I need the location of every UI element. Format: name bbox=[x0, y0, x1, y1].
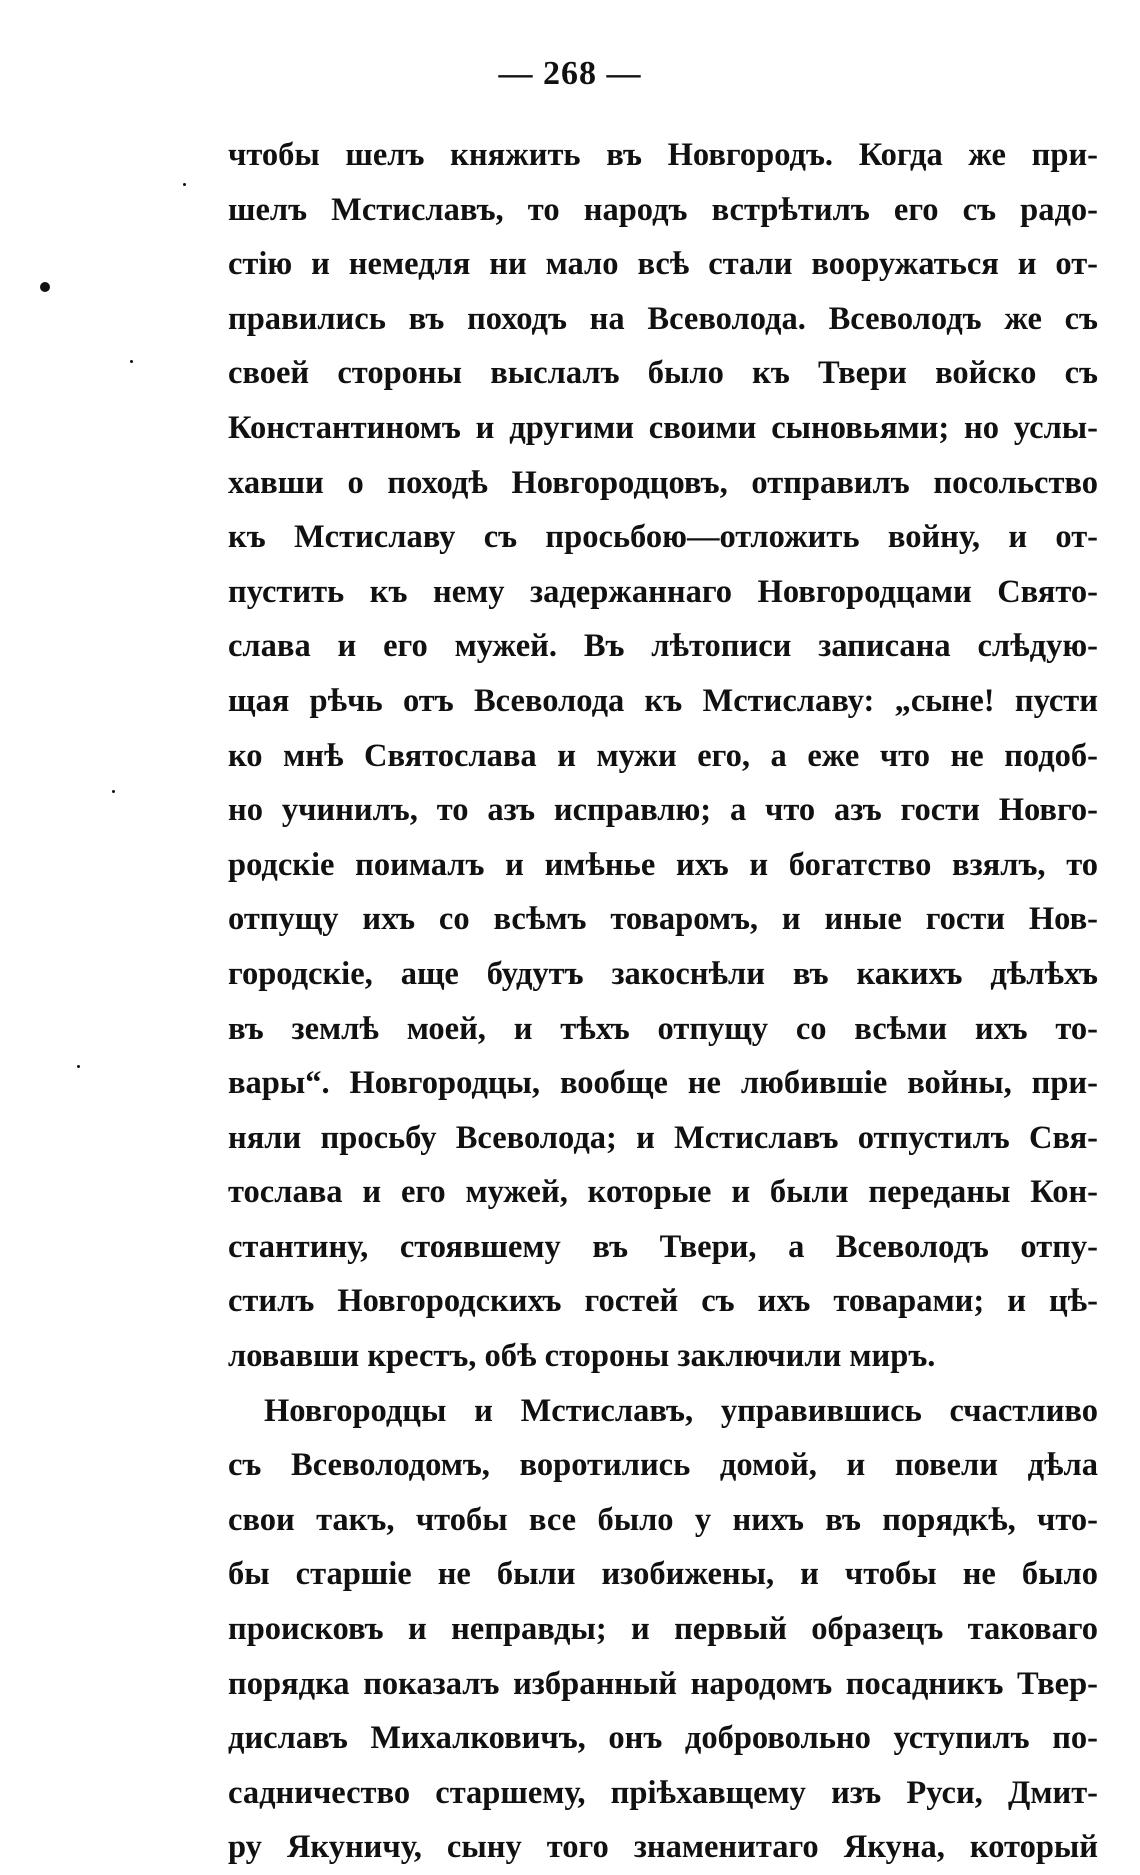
text-line: ловавши крестъ, обѣ стороны заключили миръ. bbox=[228, 1338, 936, 1375]
text-line: правились въ походъ на Всеволода. Всеволодъ же съ bbox=[228, 300, 1098, 337]
body-text bbox=[228, 128, 1098, 1875]
scan-speck bbox=[112, 790, 115, 793]
text-line: вары“. Новгородцы, вообще не любившіе войны, при- bbox=[228, 1065, 1098, 1102]
text-line: стилъ Новгородскихъ гостей съ ихъ товарами; и цѣ- bbox=[228, 1283, 1098, 1320]
text-line: отпущу ихъ со всѣмъ товаромъ, и иные гости Нов- bbox=[228, 901, 1098, 938]
scan-speck-dot bbox=[40, 282, 50, 292]
text-line: садничество старшему, пріѣхавщему изъ Руси, Дмит- bbox=[228, 1774, 1098, 1811]
text-line: бы старшіе не были изобижены, и чтобы не было bbox=[228, 1556, 1098, 1593]
scan-speck bbox=[130, 360, 133, 363]
text-line: тослава и его мужей, которые и были переданы Кон- bbox=[228, 1174, 1098, 1211]
text-line: чтобы шелъ княжить въ Новгородъ. Когда же при- bbox=[228, 137, 1098, 173]
text-line: въ землѣ моей, и тѣхъ отпущу со всѣми ихъ то- bbox=[228, 1010, 1098, 1047]
text-line: диславъ Михалковичъ, онъ добровольно уступилъ по- bbox=[228, 1720, 1098, 1757]
paragraph-1 bbox=[228, 128, 1098, 1384]
text-line: няли просьбу Всеволода; и Мстиславъ отпустилъ Свя- bbox=[228, 1119, 1098, 1156]
text-line: родскіе поималъ и имѣнье ихъ и богатство взялъ, то bbox=[228, 846, 1098, 883]
text-line: своей стороны выслалъ было къ Твери войско съ bbox=[228, 355, 1098, 392]
text-line: шелъ Мстиславъ, то народъ встрѣтилъ его съ радо- bbox=[228, 191, 1098, 228]
text-line: происковъ и неправды; и первый образецъ таковаго bbox=[228, 1611, 1098, 1648]
scan-speck bbox=[77, 1065, 80, 1068]
text-line: хавши о походѣ Новгородцовъ, отправилъ посольство bbox=[228, 464, 1098, 501]
text-line: къ Мстиславу съ просьбою—отложить войну, и от- bbox=[228, 519, 1098, 556]
text-line: слава и его мужей. Въ лѣтописи записана слѣдую- bbox=[228, 628, 1098, 665]
text-line: стію и немедля ни мало всѣ стали вооружаться и от- bbox=[228, 246, 1098, 283]
text-line: Новгородцы и Мстиславъ, управившись счастливо bbox=[264, 1392, 1098, 1429]
text-line: порядка показалъ избранный народомъ посадникъ Твер- bbox=[228, 1665, 1098, 1702]
text-line: пустить къ нему задержаннаго Новгородцами Свято- bbox=[228, 573, 1098, 610]
text-line: стантину, стоявшему въ Твери, а Всеволодъ отпу- bbox=[228, 1228, 1098, 1265]
page-number: — 268 — bbox=[498, 55, 642, 92]
text-line: съ Всеволодомъ, воротились домой, и повели дѣла bbox=[228, 1447, 1098, 1484]
text-line: но учинилъ, то азъ исправлю; а что азъ гости Новго- bbox=[228, 792, 1098, 829]
text-line: Константиномъ и другими своими сыновьями; но услы- bbox=[228, 409, 1098, 446]
text-line: свои такъ, чтобы все было у нихъ въ порядкѣ, что- bbox=[228, 1501, 1098, 1538]
text-line: ко мнѣ Святослава и мужи его, а еже что не подоб- bbox=[228, 737, 1098, 774]
text-line: ру Якуничу, сыну того знаменитаго Якуна, который bbox=[228, 1829, 1098, 1866]
text-line: щая рѣчь отъ Всеволода къ Мстиславу: „сыне! пусти bbox=[228, 682, 1098, 719]
paragraph-2 bbox=[228, 1384, 1098, 1875]
scan-speck bbox=[183, 183, 186, 186]
text-line: городскіе, аще будутъ закоснѣли въ какихъ дѣлѣхъ bbox=[228, 955, 1098, 992]
